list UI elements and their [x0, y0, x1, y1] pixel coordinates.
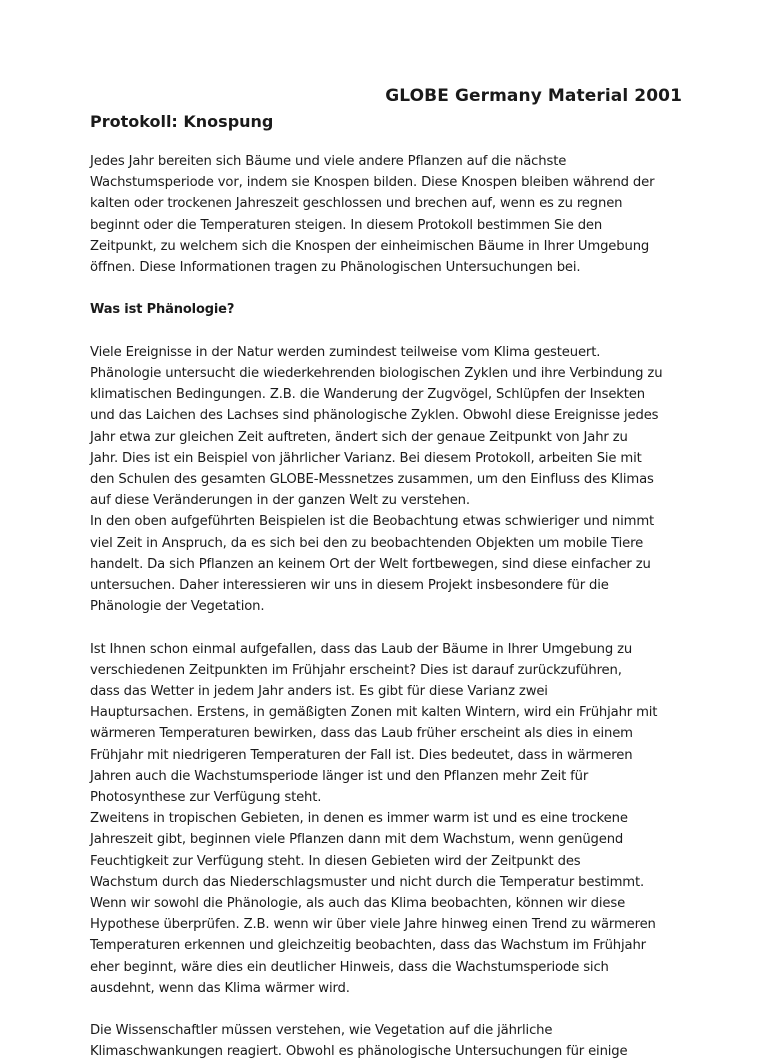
text-line: den Schulen des gesamten GLOBE-Messnetzes zusammen, um den Einfluss des Klimas — [90, 472, 654, 488]
text-line: Frühjahr mit niedrigeren Temperaturen der Fall ist. Dies bedeutet, dass in wärmeren — [90, 747, 633, 763]
text-line: Hauptursachen. Erstens, in gemäßigten Zonen mit kalten Wintern, wird ein Frühjahr mit — [90, 705, 658, 721]
text-line: Temperaturen erkennen und gleichzeitig beobachten, dass das Wachstum im Frühjahr — [90, 938, 646, 954]
text-line: ausdehnt, wenn das Klima wärmer wird. — [90, 980, 350, 996]
section-heading: Was ist Phänologie? — [90, 302, 235, 318]
text-line: Wenn wir sowohl die Phänologie, als auch das Klima beobachten, können wir diese — [90, 896, 626, 912]
paragraph-variance — [90, 639, 690, 999]
text-line: handelt. Da sich Pflanzen an keinem Ort der Welt fortbewegen, sind diese einfacher zu — [90, 556, 651, 572]
text-line: kalten oder trockenen Jahreszeit geschlossen und brechen auf, wenn es zu regnen — [90, 196, 623, 212]
spacer — [90, 321, 690, 342]
text-line: Jahr. Dies ist ein Beispiel von jährlicher Varianz. Bei diesem Protokoll, arbeiten Sie mit — [90, 450, 642, 466]
text-line: Phänologie der Vegetation. — [90, 599, 265, 615]
text-line: eher beginnt, wäre dies ein deutlicher Hinweis, dass die Wachstumsperiode sich — [90, 959, 609, 975]
text-line: Wachstumsperiode vor, indem sie Knospen bilden. Diese Knospen bleiben während der — [90, 175, 655, 191]
text-line: Zeitpunkt, zu welchem sich die Knospen der einheimischen Bäume in Ihrer Umgebung — [90, 238, 650, 254]
text-line: Die Wissenschaftler müssen verstehen, wie Vegetation auf die jährliche — [90, 1023, 553, 1039]
text-line: Viele Ereignisse in der Natur werden zumindest teilweise vom Klima gesteuert. — [90, 344, 601, 360]
text-line: klimatischen Bedingungen. Z.B. die Wanderung der Zugvögel, Schlüpfen der Insekten — [90, 387, 645, 403]
text-line: Ist Ihnen schon einmal aufgefallen, dass das Laub der Bäume in Ihrer Umgebung zu — [90, 641, 633, 657]
spacer — [90, 617, 690, 638]
text-line: Jahreszeit gibt, beginnen viele Pflanzen dann mit dem Wachstum, wenn genügend — [90, 832, 624, 848]
text-line: Photosynthese zur Verfügung steht. — [90, 790, 322, 806]
text-line: viel Zeit in Anspruch, da es sich bei den zu beobachtenden Objekten um mobile Tiere — [90, 535, 644, 551]
text-line: wärmeren Temperaturen bewirken, dass das Laub früher erscheint als dies in einem — [90, 726, 633, 742]
text-line: auf diese Veränderungen in der ganzen Welt zu verstehen. — [90, 493, 470, 509]
text-line: Jedes Jahr bereiten sich Bäume und viele andere Pflanzen auf die nächste — [90, 154, 567, 169]
text-line: Klimaschwankungen reagiert. Obwohl es phänologische Untersuchungen für einige — [90, 1044, 628, 1060]
text-line: untersuchen. Daher interessieren wir uns in diesem Projekt insbesondere für die — [90, 578, 609, 594]
text-line: beginnt oder die Temperaturen steigen. In diesem Protokoll bestimmen Sie den — [90, 217, 603, 233]
text-line: In den oben aufgeführten Beispielen ist die Beobachtung etwas schwieriger und nimmt — [90, 514, 655, 530]
text-line: Jahr etwa zur gleichen Zeit auftreten, ändert sich der genaue Zeitpunkt von Jahr zu — [90, 429, 628, 445]
spacer — [90, 999, 690, 1020]
text-line: Zweitens in tropischen Gebieten, in denen es immer warm ist und es eine trockene — [90, 811, 628, 827]
paragraph-phenology — [90, 342, 690, 618]
text-line: öffnen. Diese Informationen tragen zu Phänologischen Untersuchungen bei. — [90, 260, 581, 276]
text-line: dass das Wetter in jedem Jahr anders ist. Es gibt für diese Varianz zwei — [90, 684, 548, 700]
spacer — [90, 278, 690, 299]
document-title: Protokoll: Knospung — [90, 112, 274, 131]
text-line: Jahren auch die Wachstumsperiode länger ist und den Pflanzen mehr Zeit für — [90, 768, 589, 784]
text-line: Hypothese überprüfen. Z.B. wenn wir über viele Jahre hinweg einen Trend zu wärmeren — [90, 917, 656, 933]
document-body — [90, 151, 690, 1063]
header-title: GLOBE Germany Material 2001 — [385, 86, 682, 106]
text-line: Wachstum durch das Niederschlagsmuster und nicht durch die Temperatur bestimmt. — [90, 874, 645, 890]
intro-paragraph — [90, 151, 690, 278]
text-line: und das Laichen des Lachses sind phänologische Zyklen. Obwohl diese Ereignisse jedes — [90, 408, 659, 424]
paragraph-scientists — [90, 1020, 690, 1062]
text-line: Phänologie untersucht die wiederkehrenden biologischen Zyklen und ihre Verbindung zu — [90, 366, 663, 381]
text-line: Feuchtigkeit zur Verfügung steht. In diesen Gebieten wird der Zeitpunkt des — [90, 853, 581, 869]
text-line: verschiedenen Zeitpunkten im Frühjahr erscheint? Dies ist darauf zurückzuführen, — [90, 662, 622, 678]
